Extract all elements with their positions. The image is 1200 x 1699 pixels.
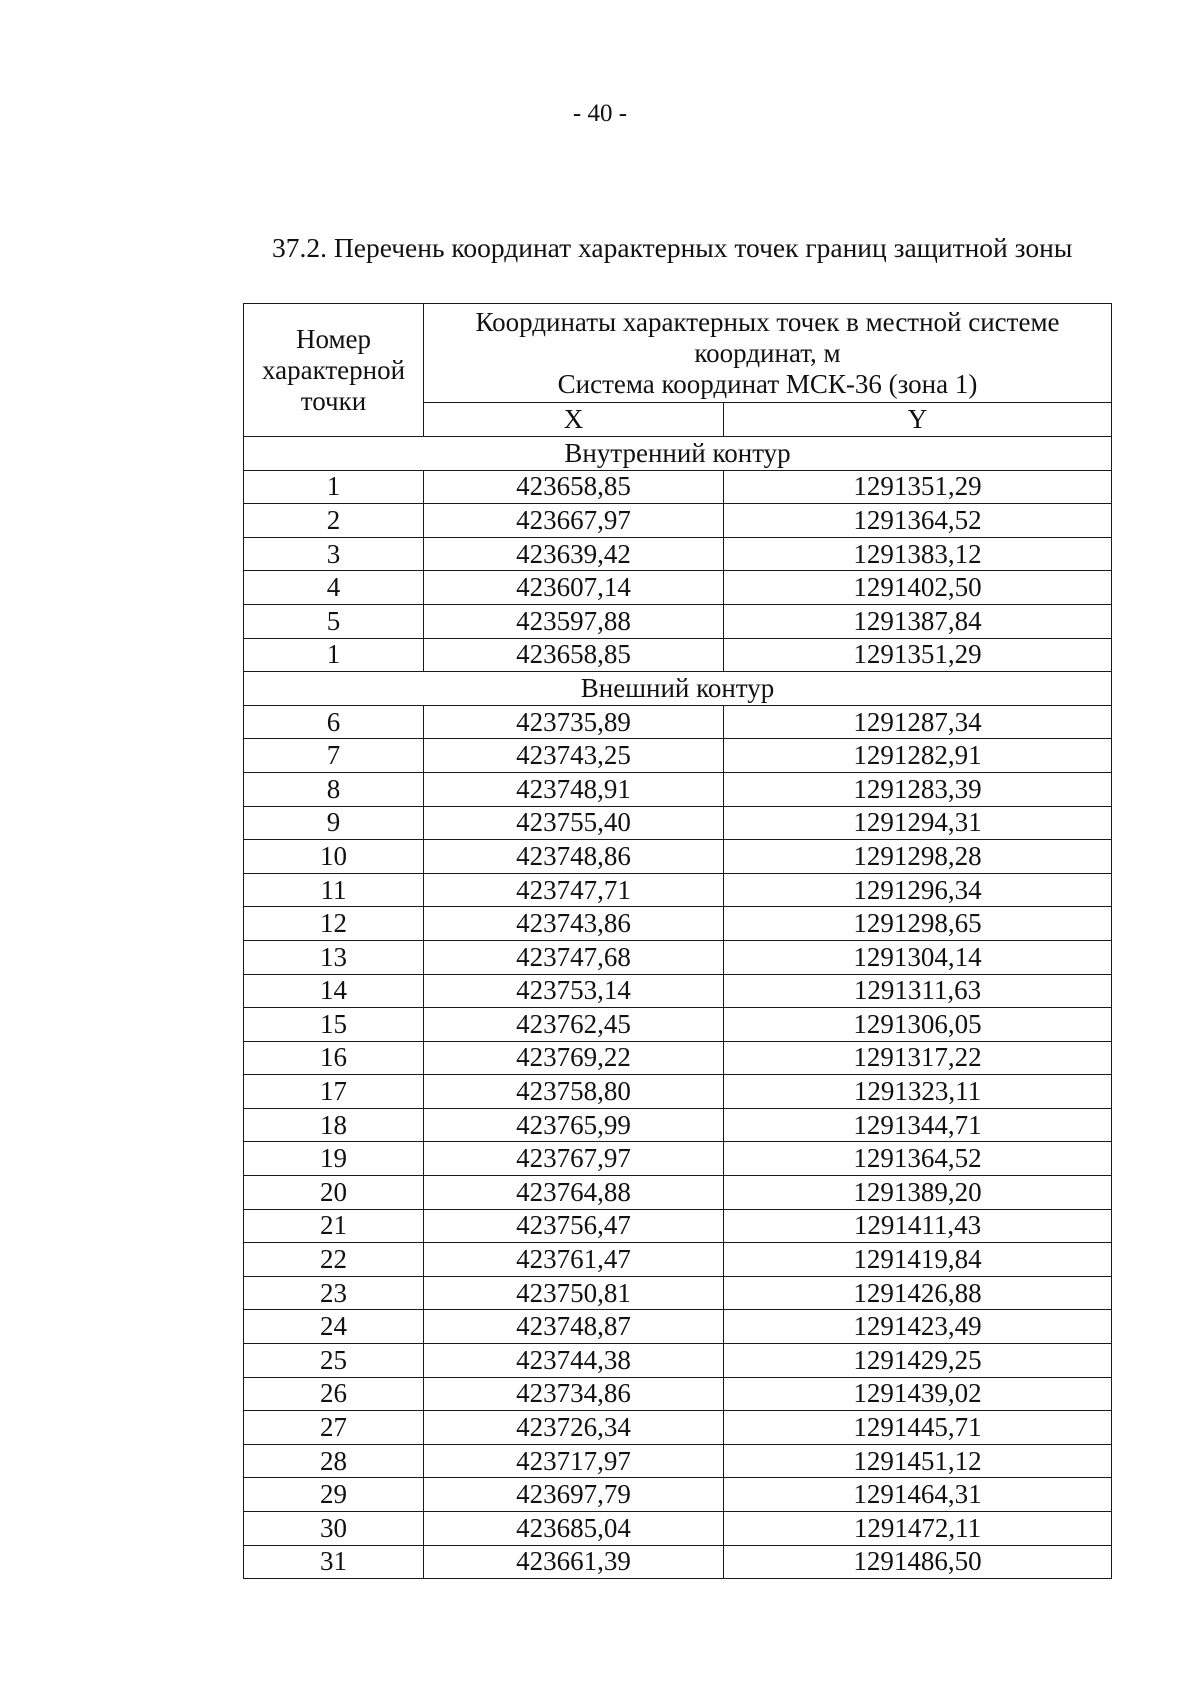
x-coordinate-cell: 423748,87 bbox=[424, 1310, 724, 1344]
point-number-cell: 9 bbox=[244, 806, 424, 840]
point-number-cell: 7 bbox=[244, 739, 424, 773]
x-coordinate-cell: 423639,42 bbox=[424, 537, 724, 571]
table-row bbox=[244, 1344, 1112, 1378]
table-row bbox=[244, 604, 1112, 638]
table-row bbox=[244, 504, 1112, 538]
point-number-cell: 30 bbox=[244, 1512, 424, 1546]
table-row bbox=[244, 1478, 1112, 1512]
y-coordinate-cell: 1291344,71 bbox=[724, 1108, 1112, 1142]
point-number-cell: 24 bbox=[244, 1310, 424, 1344]
y-coordinate-cell: 1291383,12 bbox=[724, 537, 1112, 571]
table-row bbox=[244, 772, 1112, 806]
y-coordinate-cell: 1291464,31 bbox=[724, 1478, 1112, 1512]
y-coordinate-cell: 1291419,84 bbox=[724, 1243, 1112, 1277]
y-coordinate-cell: 1291306,05 bbox=[724, 1008, 1112, 1042]
point-number-cell: 19 bbox=[244, 1142, 424, 1176]
y-coordinate-cell: 1291323,11 bbox=[724, 1075, 1112, 1109]
y-coordinate-cell: 1291283,39 bbox=[724, 772, 1112, 806]
table-row bbox=[244, 537, 1112, 571]
y-coordinate-cell: 1291429,25 bbox=[724, 1344, 1112, 1378]
section-row bbox=[244, 437, 1112, 471]
point-number-cell: 23 bbox=[244, 1276, 424, 1310]
table-row bbox=[244, 1512, 1112, 1546]
header-y: Y bbox=[724, 403, 1112, 437]
x-coordinate-cell: 423743,86 bbox=[424, 907, 724, 941]
table-row bbox=[244, 1142, 1112, 1176]
x-coordinate-cell: 423758,80 bbox=[424, 1075, 724, 1109]
point-number-cell: 4 bbox=[244, 571, 424, 605]
point-number-cell: 13 bbox=[244, 940, 424, 974]
document-heading: 37.2. Перечень координат характерных точек границ защитной зоны bbox=[272, 232, 1073, 263]
table-row bbox=[244, 739, 1112, 773]
coordinates-table bbox=[243, 303, 1112, 1579]
section-title: Внутренний контур bbox=[244, 437, 1112, 471]
table-row bbox=[244, 470, 1112, 504]
table-row bbox=[244, 940, 1112, 974]
table-row bbox=[244, 1276, 1112, 1310]
y-coordinate-cell: 1291287,34 bbox=[724, 705, 1112, 739]
point-number-cell: 18 bbox=[244, 1108, 424, 1142]
table-row bbox=[244, 1108, 1112, 1142]
y-coordinate-cell: 1291387,84 bbox=[724, 604, 1112, 638]
section-title: Внешний контур bbox=[244, 672, 1112, 706]
table-row bbox=[244, 806, 1112, 840]
y-coordinate-cell: 1291364,52 bbox=[724, 504, 1112, 538]
x-coordinate-cell: 423750,81 bbox=[424, 1276, 724, 1310]
x-coordinate-cell: 423753,14 bbox=[424, 974, 724, 1008]
y-coordinate-cell: 1291351,29 bbox=[724, 638, 1112, 672]
y-coordinate-cell: 1291296,34 bbox=[724, 873, 1112, 907]
point-number-cell: 28 bbox=[244, 1444, 424, 1478]
point-number-cell: 20 bbox=[244, 1176, 424, 1210]
table-row bbox=[244, 705, 1112, 739]
section-row bbox=[244, 672, 1112, 706]
table-row bbox=[244, 974, 1112, 1008]
point-number-cell: 10 bbox=[244, 840, 424, 874]
x-coordinate-cell: 423735,89 bbox=[424, 705, 724, 739]
x-coordinate-cell: 423658,85 bbox=[424, 638, 724, 672]
table-row bbox=[244, 638, 1112, 672]
x-coordinate-cell: 423744,38 bbox=[424, 1344, 724, 1378]
point-number-cell: 17 bbox=[244, 1075, 424, 1109]
header-coordinates bbox=[424, 304, 1112, 403]
x-coordinate-cell: 423747,68 bbox=[424, 940, 724, 974]
y-coordinate-cell: 1291423,49 bbox=[724, 1310, 1112, 1344]
point-number-cell: 31 bbox=[244, 1545, 424, 1579]
y-coordinate-cell: 1291298,65 bbox=[724, 907, 1112, 941]
point-number-cell: 15 bbox=[244, 1008, 424, 1042]
table-row bbox=[244, 907, 1112, 941]
point-number-cell: 1 bbox=[244, 638, 424, 672]
header-coordinates-title: Координаты характерных точек в местной системе координат, м bbox=[475, 306, 1060, 368]
y-coordinate-cell: 1291311,63 bbox=[724, 974, 1112, 1008]
x-coordinate-cell: 423726,34 bbox=[424, 1411, 724, 1445]
table-row bbox=[244, 1008, 1112, 1042]
x-coordinate-cell: 423748,86 bbox=[424, 840, 724, 874]
x-coordinate-cell: 423756,47 bbox=[424, 1209, 724, 1243]
y-coordinate-cell: 1291451,12 bbox=[724, 1444, 1112, 1478]
x-coordinate-cell: 423717,97 bbox=[424, 1444, 724, 1478]
point-number-cell: 6 bbox=[244, 705, 424, 739]
table-row bbox=[244, 1041, 1112, 1075]
y-coordinate-cell: 1291411,43 bbox=[724, 1209, 1112, 1243]
point-number-cell: 16 bbox=[244, 1041, 424, 1075]
point-number-cell: 21 bbox=[244, 1209, 424, 1243]
table-body bbox=[244, 437, 1112, 1579]
table-header bbox=[244, 304, 1112, 437]
y-coordinate-cell: 1291389,20 bbox=[724, 1176, 1112, 1210]
point-number-cell: 26 bbox=[244, 1377, 424, 1411]
x-coordinate-cell: 423755,40 bbox=[424, 806, 724, 840]
header-point-number: Номер характерной точки bbox=[244, 304, 424, 437]
y-coordinate-cell: 1291304,14 bbox=[724, 940, 1112, 974]
y-coordinate-cell: 1291294,31 bbox=[724, 806, 1112, 840]
table-row bbox=[244, 873, 1112, 907]
y-coordinate-cell: 1291298,28 bbox=[724, 840, 1112, 874]
table-row bbox=[244, 571, 1112, 605]
point-number-cell: 2 bbox=[244, 504, 424, 538]
y-coordinate-cell: 1291439,02 bbox=[724, 1377, 1112, 1411]
x-coordinate-cell: 423764,88 bbox=[424, 1176, 724, 1210]
header-x: X bbox=[424, 403, 724, 437]
x-coordinate-cell: 423697,79 bbox=[424, 1478, 724, 1512]
y-coordinate-cell: 1291282,91 bbox=[724, 739, 1112, 773]
x-coordinate-cell: 423765,99 bbox=[424, 1108, 724, 1142]
y-coordinate-cell: 1291317,22 bbox=[724, 1041, 1112, 1075]
x-coordinate-cell: 423661,39 bbox=[424, 1545, 724, 1579]
x-coordinate-cell: 423607,14 bbox=[424, 571, 724, 605]
x-coordinate-cell: 423748,91 bbox=[424, 772, 724, 806]
x-coordinate-cell: 423658,85 bbox=[424, 470, 724, 504]
table-row bbox=[244, 1411, 1112, 1445]
x-coordinate-cell: 423769,22 bbox=[424, 1041, 724, 1075]
page-number: - 40 - bbox=[572, 100, 628, 127]
table-row bbox=[244, 1176, 1112, 1210]
x-coordinate-cell: 423761,47 bbox=[424, 1243, 724, 1277]
y-coordinate-cell: 1291472,11 bbox=[724, 1512, 1112, 1546]
y-coordinate-cell: 1291402,50 bbox=[724, 571, 1112, 605]
x-coordinate-cell: 423734,86 bbox=[424, 1377, 724, 1411]
point-number-cell: 25 bbox=[244, 1344, 424, 1378]
point-number-cell: 11 bbox=[244, 873, 424, 907]
point-number-cell: 22 bbox=[244, 1243, 424, 1277]
table-row bbox=[244, 1075, 1112, 1109]
table-row bbox=[244, 840, 1112, 874]
table-row bbox=[244, 1444, 1112, 1478]
table-row bbox=[244, 1377, 1112, 1411]
table-row bbox=[244, 1243, 1112, 1277]
y-coordinate-cell: 1291426,88 bbox=[724, 1276, 1112, 1310]
y-coordinate-cell: 1291351,29 bbox=[724, 470, 1112, 504]
x-coordinate-cell: 423685,04 bbox=[424, 1512, 724, 1546]
point-number-cell: 12 bbox=[244, 907, 424, 941]
point-number-cell: 5 bbox=[244, 604, 424, 638]
x-coordinate-cell: 423667,97 bbox=[424, 504, 724, 538]
table-row bbox=[244, 1209, 1112, 1243]
x-coordinate-cell: 423762,45 bbox=[424, 1008, 724, 1042]
y-coordinate-cell: 1291364,52 bbox=[724, 1142, 1112, 1176]
point-number-cell: 1 bbox=[244, 470, 424, 504]
table-row bbox=[244, 1310, 1112, 1344]
point-number-cell: 8 bbox=[244, 772, 424, 806]
y-coordinate-cell: 1291486,50 bbox=[724, 1545, 1112, 1579]
x-coordinate-cell: 423597,88 bbox=[424, 604, 724, 638]
table-row bbox=[244, 1545, 1112, 1579]
point-number-cell: 3 bbox=[244, 537, 424, 571]
header-coordinate-system: Система координат МСК-36 (зона 1) bbox=[557, 368, 978, 399]
point-number-cell: 29 bbox=[244, 1478, 424, 1512]
x-coordinate-cell: 423767,97 bbox=[424, 1142, 724, 1176]
y-coordinate-cell: 1291445,71 bbox=[724, 1411, 1112, 1445]
x-coordinate-cell: 423743,25 bbox=[424, 739, 724, 773]
point-number-cell: 14 bbox=[244, 974, 424, 1008]
point-number-cell: 27 bbox=[244, 1411, 424, 1445]
x-coordinate-cell: 423747,71 bbox=[424, 873, 724, 907]
